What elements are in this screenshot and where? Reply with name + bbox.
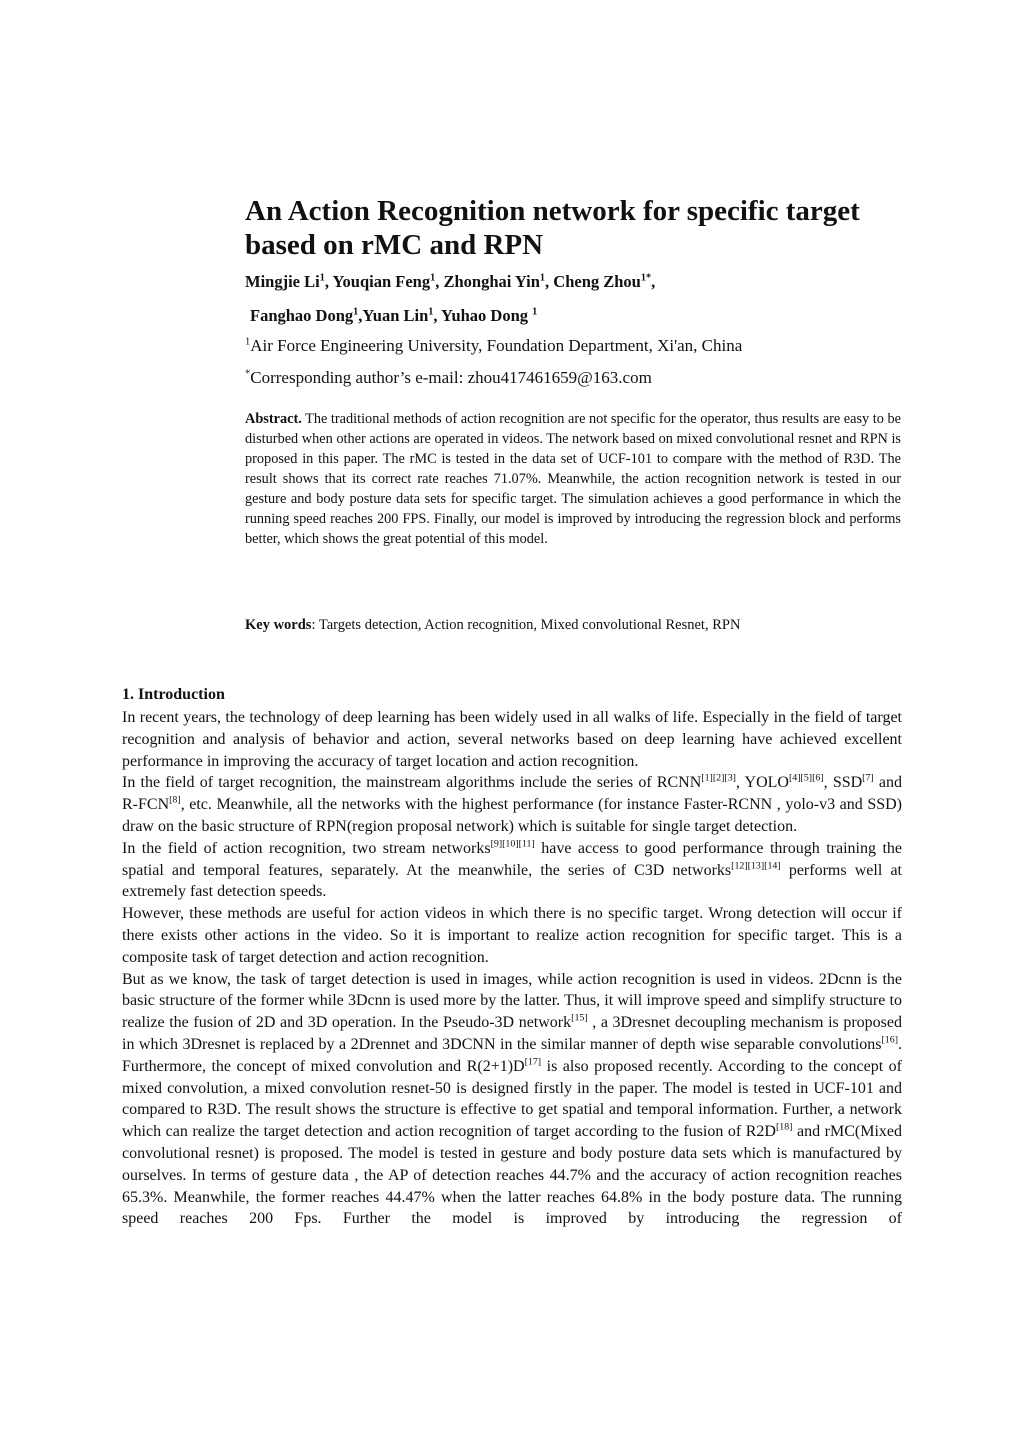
keywords [245, 617, 740, 634]
affiliation-mark: 1 [245, 336, 251, 348]
body-paragraph [122, 838, 902, 903]
author-affiliation-mark: 1* [640, 272, 652, 284]
paragraph-text: , etc. Meanwhile, all the networks with the highest performance (for instance Faster-RCNN , yolo-v3 and SSD) draw on the basic structure of RPN(region proposal network) which is suitable for single target detection. [122, 796, 902, 835]
citation-ref: [1][2][3] [701, 773, 736, 785]
paragraph-text: and rMC(Mixed convolutional resnet) is proposed. The model is tested in gesture and body posture data sets which is manufactured by ourselves. In terms of gesture data , the AP of detection reaches 44.7% and the accuracy of action recognition reaches 65.3%. Meanwhile, the former reaches 44.47% when the latter reaches 64.8% in the body posture data. The running speed reaches 200 Fps. Further the model is improved by introducing the regression of [122, 1123, 902, 1228]
author-name: Cheng Zhou [553, 272, 641, 291]
author-name: Youqian Feng [332, 272, 431, 291]
citation-ref: [4][5][6] [788, 773, 824, 785]
paragraph-text: have access to good performance through training the spatial and temporal features, separately. At the meanwhile, the series of C3D networks [122, 839, 902, 879]
paragraph-text: , YOLO [735, 774, 789, 792]
paragraph-text: performs well at extremely fast detection speeds. [122, 861, 902, 901]
abstract [245, 409, 901, 549]
citation-ref: [8] [169, 794, 181, 806]
affiliation [245, 336, 742, 356]
paragraph-text: , a 3Dresnet decoupling mechanism is proposed in which 3Dresnet is replaced by a 2Drennet and 3DCNN in the similar manner of depth wise separable convolutions [122, 1014, 902, 1053]
author-list-continued: Fanghao Dong$^1$,Yuan Lin$^1$, Yuhao Dong $^1$ [250, 306, 538, 325]
paragraph-text: In the field of target recognition, the mainstream algorithms include the series of RCNN [122, 774, 702, 792]
affiliation-text: Air Force Engineering University, Foundation Department, Xi'an, China [250, 336, 743, 355]
author-name: Fanghao Dong [250, 306, 354, 325]
citation-ref: [12][13][14] [731, 860, 781, 872]
paragraph-text: However, these methods are useful for action videos in which there is no specific target. Wrong detection will occur if there exists other actions in the video. So it is important to realize action recognition for specific target. This is a composite task of target detection and action recognition. [122, 905, 902, 966]
author-name: Yuan Lin [362, 306, 429, 325]
citation-ref: [15] [571, 1012, 588, 1024]
abstract-label: Abstract. [245, 411, 302, 427]
citation-ref: [9][10][11] [490, 838, 535, 850]
author-affiliation-mark: 1 [539, 272, 546, 284]
paragraph-text: But as we know, the task of target detection is used in images, while action recognition is used in videos. 2Dcnn is the basic structure of the former while 3Dcnn is used more by the latter. Thus, it will improve speed and simplify structure to realize the fusion of 2D and 3D operation. In the Pseudo-3D network [122, 970, 902, 1032]
body-paragraph [122, 772, 902, 837]
author-name: Zhonghai Yin [443, 272, 540, 291]
paragraph-text: . Furthermore, the concept of mixed convolution and R(2+1)D [122, 1035, 902, 1075]
abstract-text: The traditional methods of action recognition are not specific for the operator, thus results are easy to be disturbed when other actions are operated in videos. The network based on mixed convolutional resnet and RPN is proposed in this paper. The rMC is tested in the data set of UCF-101 to compare with the method of R3D. The result shows that its correct rate reaches 71.07%. Meanwhile, the action recognition network is tested in our gesture and body posture data sets for specific target. The simulation achieves a good performance in which the running speed reaches 200 FPS. Finally, our model is improved by introducing the regression block and performs better, which shows the great potential of this model. [245, 411, 901, 547]
citation-ref: [16] [881, 1034, 898, 1046]
keywords-label: Key words [245, 617, 312, 633]
citation-ref: [18] [775, 1121, 793, 1133]
author-list: Mingjie Li$^1$, Youqian Feng$^1$, Zhonghai Yin$^1$, Cheng Zhou$^{1*}$, [245, 272, 656, 291]
corresponding-text: Corresponding author’s e-mail: zhou417461659@163.com [250, 368, 652, 387]
section-heading: 1. Introduction [122, 686, 225, 703]
body-paragraph [122, 903, 902, 968]
author-affiliation-mark: 1 [430, 272, 436, 284]
corresponding-author [245, 368, 652, 388]
citation-ref: [17] [524, 1056, 542, 1068]
paragraph-text: and R-FCN [122, 774, 903, 814]
paper-title: An Action Recognition network for specific target based on rMC and RPN [245, 195, 860, 261]
author-name: Mingjie Li [245, 272, 320, 291]
author-affiliation-mark: 1 [532, 306, 538, 318]
author-affiliation-mark: 1 [428, 306, 434, 318]
citation-ref: [7] [862, 773, 874, 785]
author-affiliation-mark: 1 [353, 306, 359, 318]
author-name: Yuhao Dong [441, 306, 533, 325]
body-paragraph [122, 969, 902, 1231]
body-paragraph [122, 707, 902, 772]
paragraph-text: is also proposed recently. According to the concept of mixed convolution, a mixed convolution resnet-50 is designed firstly in the paper. The model is tested in UCF-101 and compared to R3D. The result shows the structure is effective to get spatial and temporal information. Further, a network which can realize the target detection and action recognition of target according to the fusion of R2D [122, 1057, 902, 1141]
paragraph-text: In the field of action recognition, two stream networks [122, 839, 491, 857]
paragraph-text: In recent years, the technology of deep learning has been widely used in all walks of life. Especially in the field of target recognition and analysis of behavior and action, several networks based on deep learning have achieved excellent performance in improving the accuracy of target location and action recognition. [122, 709, 902, 770]
keywords-text: : Targets detection, Action recognition, Mixed convolutional Resnet, RPN [311, 617, 741, 633]
paragraph-text: , SSD [823, 774, 863, 792]
corresponding-mark: * [245, 368, 251, 380]
introduction-body [122, 707, 902, 1230]
author-affiliation-mark: 1 [319, 272, 325, 284]
